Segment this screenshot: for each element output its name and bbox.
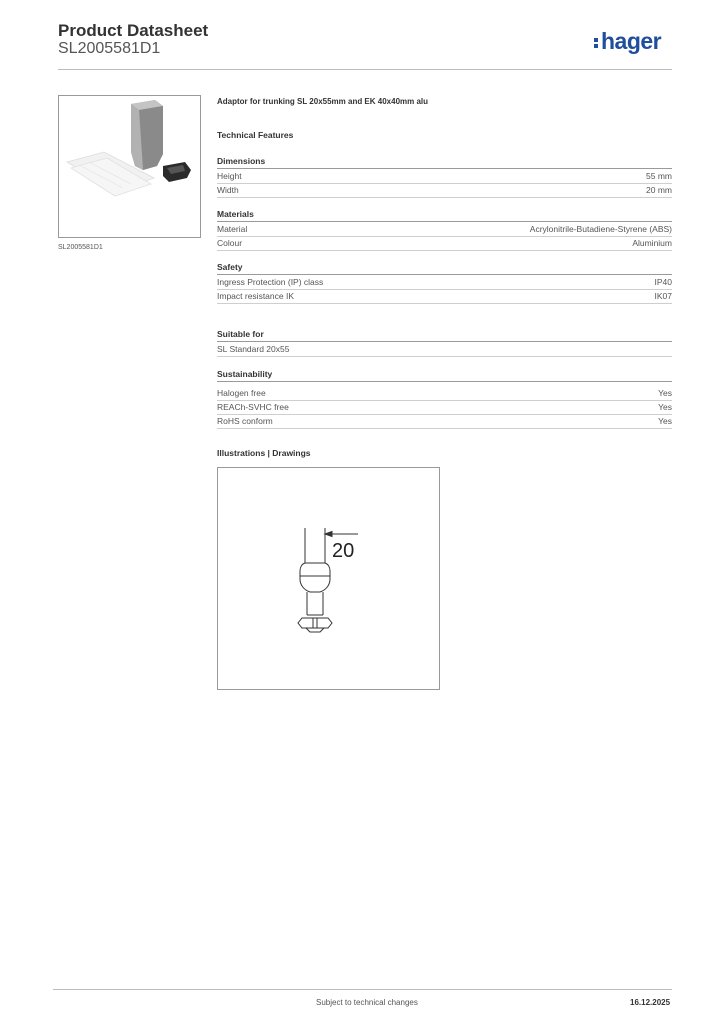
spec-value: Yes [658,416,672,426]
spec-label: Colour [217,238,243,248]
spec-label: Height [217,171,242,181]
spec-value: IP40 [654,277,672,287]
photo-caption: SL2005581D1 [58,244,103,251]
hager-logo [594,28,661,55]
logo-dots-icon [594,35,599,49]
product-description: Adaptor for trunking SL 20x55mm and EK 40x40mm alu [217,97,429,106]
spec-row [217,223,672,237]
spec-label: SL Standard 20x55 [217,344,290,354]
technical-drawing [217,467,440,690]
product-photo-illustration [59,96,200,237]
footer-date: 16.12.2025 [630,998,671,1007]
technical-drawing-svg [218,468,439,689]
spec-row [217,415,672,429]
spec-row [217,401,672,415]
illustrations-title: Illustrations | Drawings [217,448,311,458]
section-suitable-title: Suitable for [217,329,672,342]
spec-label: Ingress Protection (IP) class [217,277,324,287]
spec-label: Halogen free [217,388,266,398]
spec-value: Aluminium [632,238,672,248]
spec-label: Width [217,185,239,195]
product-photo [58,95,201,238]
section-materials-title: Materials [217,209,672,222]
product-code: SL2005581D1 [58,40,161,57]
spec-row [217,343,672,357]
document-title: Product Datasheet [58,21,209,40]
spec-row [217,237,672,251]
section-sustainability-title: Sustainability [217,369,672,382]
spec-label: REACh-SVHC free [217,402,289,412]
spec-value: Acrylonitrile-Butadiene-Styrene (ABS) [529,224,672,234]
spec-value: Yes [658,388,672,398]
footer-divider [53,989,672,990]
spec-label: Material [217,224,248,234]
spec-value: 55 mm [646,171,672,181]
spec-row [217,170,672,184]
spec-value: IK07 [654,291,672,301]
spec-label: Impact resistance IK [217,291,295,301]
spec-row [217,276,672,290]
spec-row [217,290,672,304]
spec-value: Yes [658,402,672,412]
logo-text: hager [601,28,662,54]
header-divider [58,69,672,70]
section-dimensions-title: Dimensions [217,156,672,169]
spec-row [217,387,672,401]
spec-row [217,184,672,198]
footer-note: Subject to technical changes [316,998,418,1007]
technical-features-title: Technical Features [217,130,294,140]
spec-label: RoHS conform [217,416,273,426]
drawing-dimension-label: 20 [332,540,355,562]
spec-value: 20 mm [646,185,672,195]
section-safety-title: Safety [217,262,672,275]
